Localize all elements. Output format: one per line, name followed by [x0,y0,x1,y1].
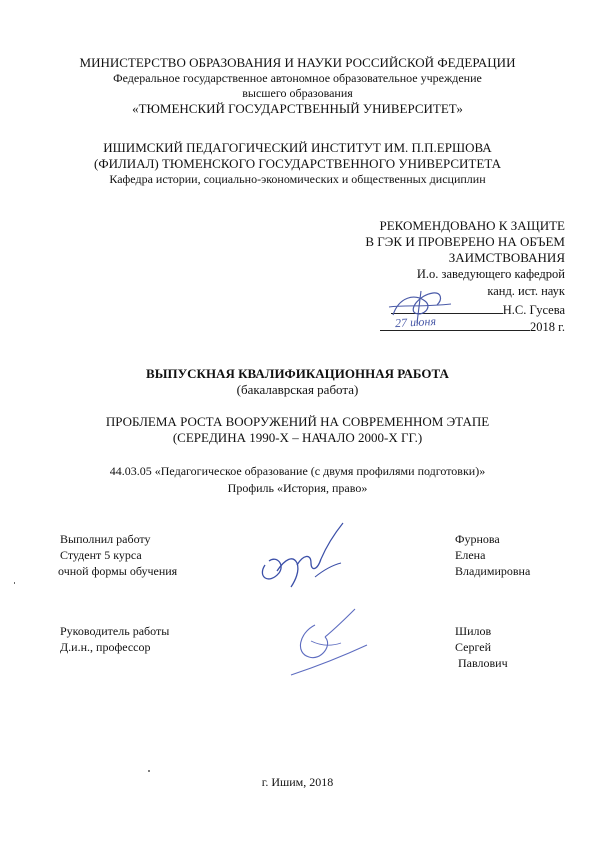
supervisor-label-1: Руководитель работы [60,624,170,638]
approval-line2: В ГЭК И ПРОВЕРЕНО НА ОБЪЕМ [365,234,565,249]
institution-type: Федеральное государственное автономное образовательное учреждение [113,71,482,85]
specialty-code: 44.03.05 «Педагогическое образование (с двумя профилями подготовки)» [109,464,486,478]
branch-name-line1: ИШИМСКИЙ ПЕДАГОГИЧЕСКИЙ ИНСТИТУТ ИМ. П.П.ЕРШОВА [103,140,492,155]
supervisor-label-2: Д.и.н., профессор [60,640,151,654]
supervisor-signature-image [285,605,375,685]
supervisor-patronymic: Павлович [458,656,508,670]
student-first-name: Елена [455,548,486,562]
head-degree: канд. ист. наук [487,284,565,298]
student-patronymic: Владимировна [455,564,531,578]
head-position: И.о. заведующего кафедрой [416,267,565,281]
supervisor-first-name: Сергей [455,640,491,654]
student-surname: Фурнова [455,532,500,546]
scan-speck [148,770,150,772]
city-year: г. Ишим, 2018 [261,775,334,789]
student-signature-image [255,515,355,595]
student-label-1: Выполнил работу [60,532,151,546]
education-level: высшего образования [242,86,353,100]
department-name: Кафедра истории, социально-экономических и общественных дисциплин [109,172,486,186]
approval-line3: ЗАИМСТВОВАНИЯ [448,250,565,265]
scan-speck [14,582,15,584]
university-name: «ТЮМЕНСКИЙ ГОСУДАРСТВЕННЫЙ УНИВЕРСИТЕТ» [132,101,463,116]
approval-year: 2018 г. [530,320,565,334]
branch-name-line2: (ФИЛИАЛ) ТЮМЕНСКОГО ГОСУДАРСТВЕННОГО УНИВЕРСИТЕТА [94,156,501,171]
approval-line1: РЕКОМЕНДОВАНО К ЗАЩИТЕ [379,218,565,233]
head-name: Н.С. Гусева [502,303,565,317]
specialty-profile: Профиль «История, право» [227,481,368,495]
student-label-3: очной формы обучения [58,564,178,578]
work-subtype: (бакалаврская работа) [236,382,359,397]
supervisor-surname: Шилов [455,624,492,638]
student-label-2: Студент 5 курса [60,548,142,562]
thesis-title-line1: ПРОБЛЕМА РОСТА ВООРУЖЕНИЙ НА СОВРЕМЕННОМ ЭТАПЕ [105,414,490,429]
work-type: ВЫПУСКНАЯ КВАЛИФИКАЦИОННАЯ РАБОТА [146,366,449,381]
thesis-title-line2: (СЕРЕДИНА 1990-Х – НАЧАЛО 2000-Х ГГ.) [172,430,423,445]
ministry-name: МИНИСТЕРСТВО ОБРАЗОВАНИЯ И НАУКИ РОССИЙСКОЙ ФЕДЕРАЦИИ [79,55,516,70]
handwritten-date: 27 июня [394,313,437,331]
